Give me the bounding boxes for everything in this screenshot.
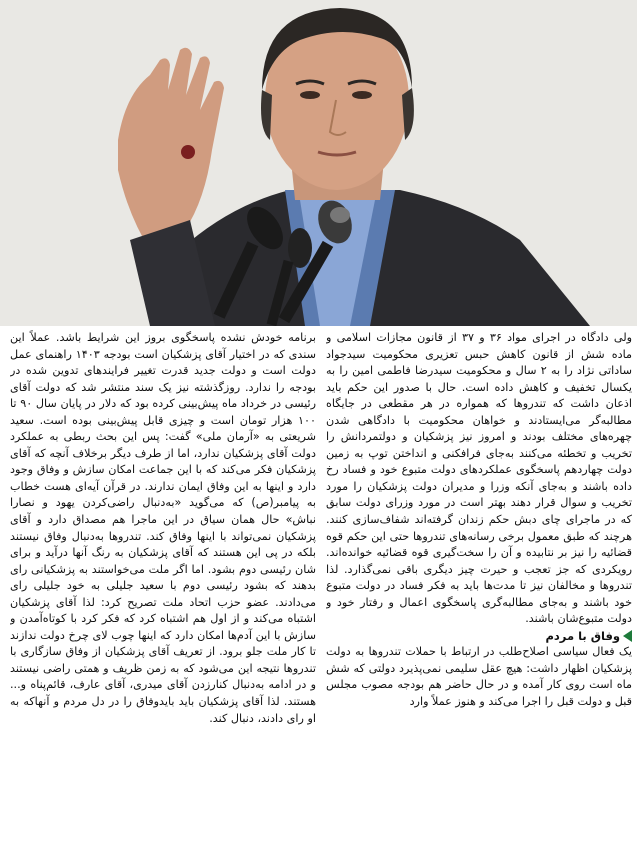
section-heading-text: وفاق با مردم xyxy=(545,628,620,643)
article-paragraph: یک فعال سیاسی اصلاح‌طلب در ارتباط با حملات تندروها به دولت پزشکیان اظهار داشت: هیچ عقل سلیمی نمی‌پذیرد دولتی که شش ماه است روی کار آمده و در حال حاضر هم بودجه مصوب مجلس قبل و دولت قبل را اجرا می‌کند و هنوز عملاً وارد xyxy=(326,645,632,709)
article-paragraph: ولی دادگاه در اجرای مواد ۳۶ و ۳۷ از قانون مجازات اسلامی و ماده شش از قانون کاهش حبس تعزیری محکومیت سیدجواد ساداتی نژاد را به ۲ سال و محکومیت سیدرضا فاطمی امین را به یکسال تخفیف و کاهش داده است. حال با صدور این حکم باید اذعان داشت که تندروها که همواره در هر مقطعی در جایگاه مطالبه‌گر می‌ایستادند و خواهان محکومیت با دادگاهی شدن چهره‌های مختلف بودند و امروز نیز پزشکیان و دولتمردانش را تخریب و تخطئه می‌کنند به‌جای فرافکنی و انداختن توپ به زمین دولت چهاردهم پاسخگوی عملکردهای دولت متبوع خود و فساد رخ داده باشند و به‌جای آنکه وزرا و مدیران دولت پزشکیان را مورد تخریب و سوال قرار دهند بهتر است در مورد وزرای دولت سابق که در ماجرای چای دبش حکم زندان گرفته‌اند شفاف‌سازی کنند. هرچند که طبق معمول برخی رسانه‌های تندروها حتی این حکم قوه قضائیه را نیز بر نتابیده و آن را سخت‌گیری قوه قضائیه خوانده‌اند. رویکردی که جز تعجب و حیرت چیز دیگری باقی نمی‌گذارد. لذا تندروها و مخالفان نیز تا مدت‌ها باید به فکر فساد در دولت متبوع خود باشند و به‌جای مطالبه‌گری پاسخگوی اعمال و رفتار خود و دولت متبوع‌شان باشند. xyxy=(326,331,632,626)
portrait-illustration xyxy=(0,0,637,326)
article-column-right xyxy=(326,330,632,861)
article-photo xyxy=(0,0,637,326)
article-paragraph: برنامه خودش نشده پاسخگوی بروز این شرایط باشد. عملاً این سندی که در اختیار آقای پزشکیان است بودجه ۱۴۰۳ راهنمای عمل دولت است و دولت جدید قدرت تغییر فرایندهای تدوین شده در بودجه را ندارد. روزگذشته نیز یک سند منتشر شد که دولت آقای رئیسی در خرداد ماه پیش‌بینی کرده بود که دلار در پایان سال ۹۰ تا ۱۰۰ هزار تومان است و چیزی قابل پیش‌بینی بوده است. سعید شریعتی به «آرمان ملی» گفت: پس این بحث ربطی به عملکرد دولت آقای پزشکیان ندارد، اما از طرف دیگر برخلاف آنچه که آقای پزشکیان فکر می‌کند که با این جماعت امکان سازش و وفاق وجود دارد و اینها به این وفاق ایمان ندارند. در قرآن آیه‌ای هست خطاب به پیامبر(ص) که می‌گوید «به‌دنبال راضی‌کردن یهود و نصارا نباش» حال همان سیاق در این ماجرا هم مصداق دارد و آقای پزشکیان نمی‌تواند با اینها وفاق کند. تندروها به‌دنبال وفاق نیستند بلکه در پی این هستند که آقای پزشکیان به رنگ آنها درآید و برای شان رئیسی دوم بشود. اما اگر ملت می‌خواستند به پزشکیانی رای بدهند که بشود رئیسی دوم با سعید جلیلی به خود جلیلی رای می‌دادند. عضو حزب اتحاد ملت تصریح کرد: لذا آقای پزشکیان اشتباه می‌کند و از اول هم اشتباه کرد که فکر کرد با کوتاه‌آمدن و سازش با این آدم‌ها امکان دارد که اینها چوب لای چرخ دولت ندازند تا کار ملت جلو برود. از تعریف آقای پزشکیان از وفاق سازگاری با تندروها نتیجه این می‌شود که به زمن ظریف و همتی راضی نیستند و در ادامه به‌دنبال کنارزدن آقای میدری، آقای عارف، قائم‌پناه و... هستند. لذا آقای پزشکیان باید بایدوفاق را در دل مردم و آنهاکه به او رای دادند، دنبال کند. xyxy=(10,331,316,725)
article-column-left xyxy=(10,330,316,861)
section-heading xyxy=(326,628,632,645)
triangle-bullet-icon xyxy=(623,630,632,642)
